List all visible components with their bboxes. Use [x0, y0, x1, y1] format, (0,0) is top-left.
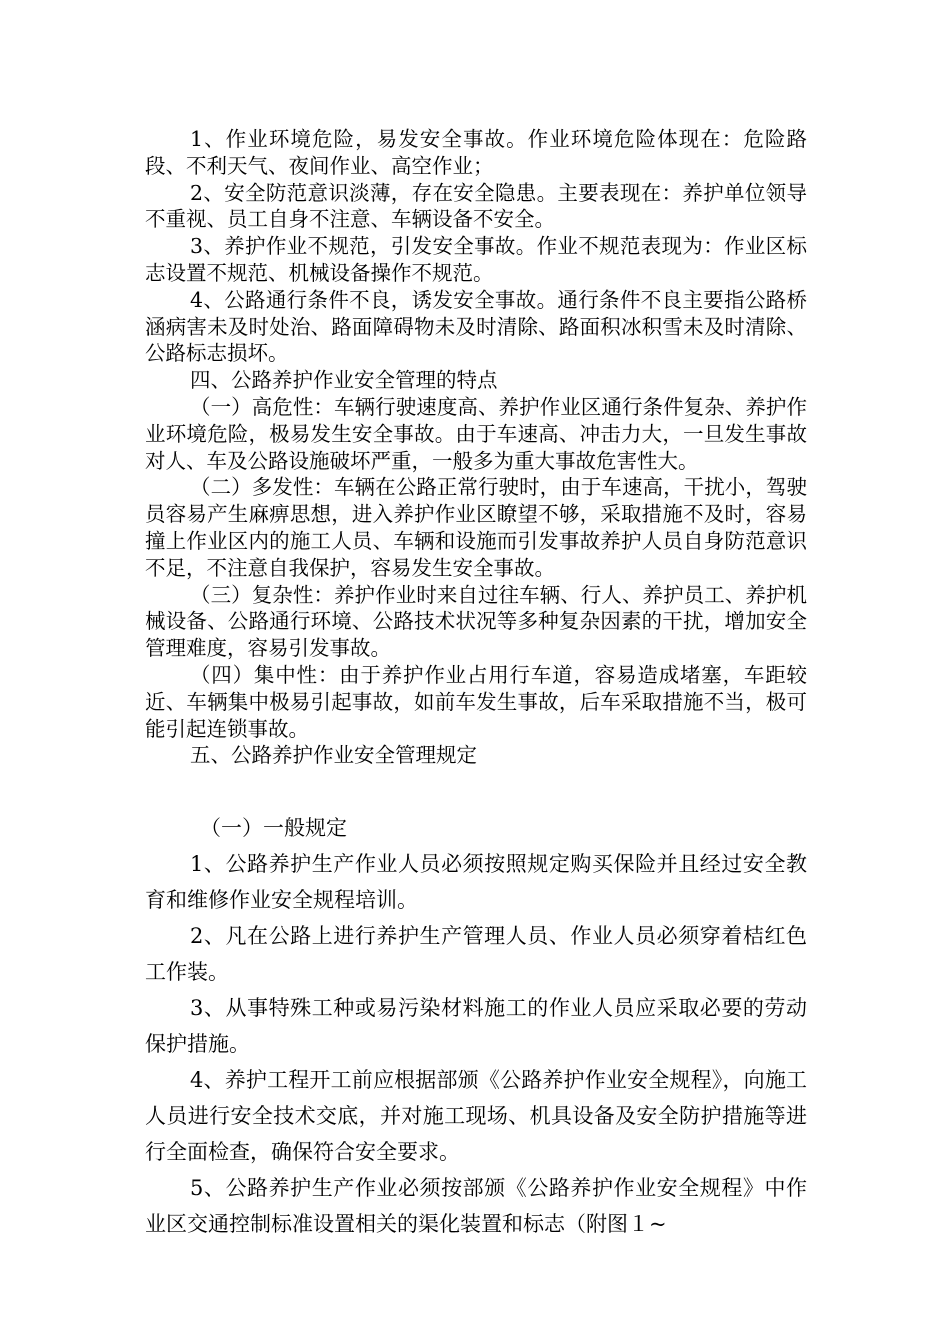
paragraph: （四）集中性：由于养护作业占用行车道，容易造成堵塞，车距较近、车辆集中极易引起事故，如前车发生事故，后车采取措施不当，极可能引起连锁事故。	[145, 662, 807, 741]
paragraph: 2、安全防范意识淡薄，存在安全隐患。主要表现在：养护单位领导不重视、员工自身不注意、车辆设备不安全。	[145, 180, 807, 232]
paragraph: 1、作业环境危险，易发安全事故。作业环境危险体现在：危险路段、不利天气、夜间作业、高空作业；	[145, 127, 807, 178]
paragraph: （三）复杂性：养护作业时来自过往车辆、行人、养护员工、养护机械设备、公路通行环境、公路技术状况等多种复杂因素的干扰，增加安全管理难度，容易引发事故。	[145, 582, 807, 661]
paragraph: 3、养护作业不规范，引发安全事故。作业不规范表现为：作业区标志设置不规范、机械设备操作不规范。	[145, 234, 807, 285]
paragraph: 5、公路养护生产作业必须按部颁《公路养护作业安全规程》中作业区交通控制标准设置相关的渠化装置和标志（附图１~	[145, 1176, 807, 1236]
loose-text-block	[145, 810, 807, 1242]
section-heading: 四、公路养护作业安全管理的特点	[190, 368, 498, 393]
paragraph: 1、公路养护生产作业人员必须按照规定购买保险并且经过安全教育和维修作业安全规程培训。	[145, 852, 807, 912]
paragraph: 2、凡在公路上进行养护生产管理人员、作业人员必须穿着桔红色工作装。	[145, 924, 807, 984]
paragraph: 4、养护工程开工前应根据部颁《公路养护作业安全规程》，向施工人员进行安全技术交底，并对施工现场、机具设备及安全防护措施等进行全面检查，确保符合安全要求。	[145, 1068, 807, 1164]
paragraph: 4、公路通行条件不良，诱发安全事故。通行条件不良主要指公路桥涵病害未及时处治、路面障碍物未及时清除、路面积冰积雪未及时清除、公路标志损坏。	[145, 287, 807, 366]
subsection-heading: （一）一般规定	[200, 816, 347, 840]
paragraph: （一）高危性：车辆行驶速度高、养护作业区通行条件复杂、养护作业环境危险，极易发生安全事故。由于车速高、冲击力大，一旦发生事故对人、车及公路设施破坏严重，一般多为重大事故危害性大。	[145, 394, 807, 473]
section-heading: 五、公路养护作业安全管理规定	[190, 743, 477, 768]
paragraph: 3、从事特殊工种或易污染材料施工的作业人员应采取必要的劳动保护措施。	[145, 996, 807, 1056]
paragraph: （二）多发性：车辆在公路正常行驶时，由于车速高，干扰小，驾驶员容易产生麻痹思想，进入养护作业区瞭望不够，采取措施不及时，容易撞上作业区内的施工人员、车辆和设施而引发事故养护人员自身防范意识不足，不注意自我保护，容易发生安全事故。	[145, 475, 807, 580]
dense-text-block	[145, 126, 807, 769]
